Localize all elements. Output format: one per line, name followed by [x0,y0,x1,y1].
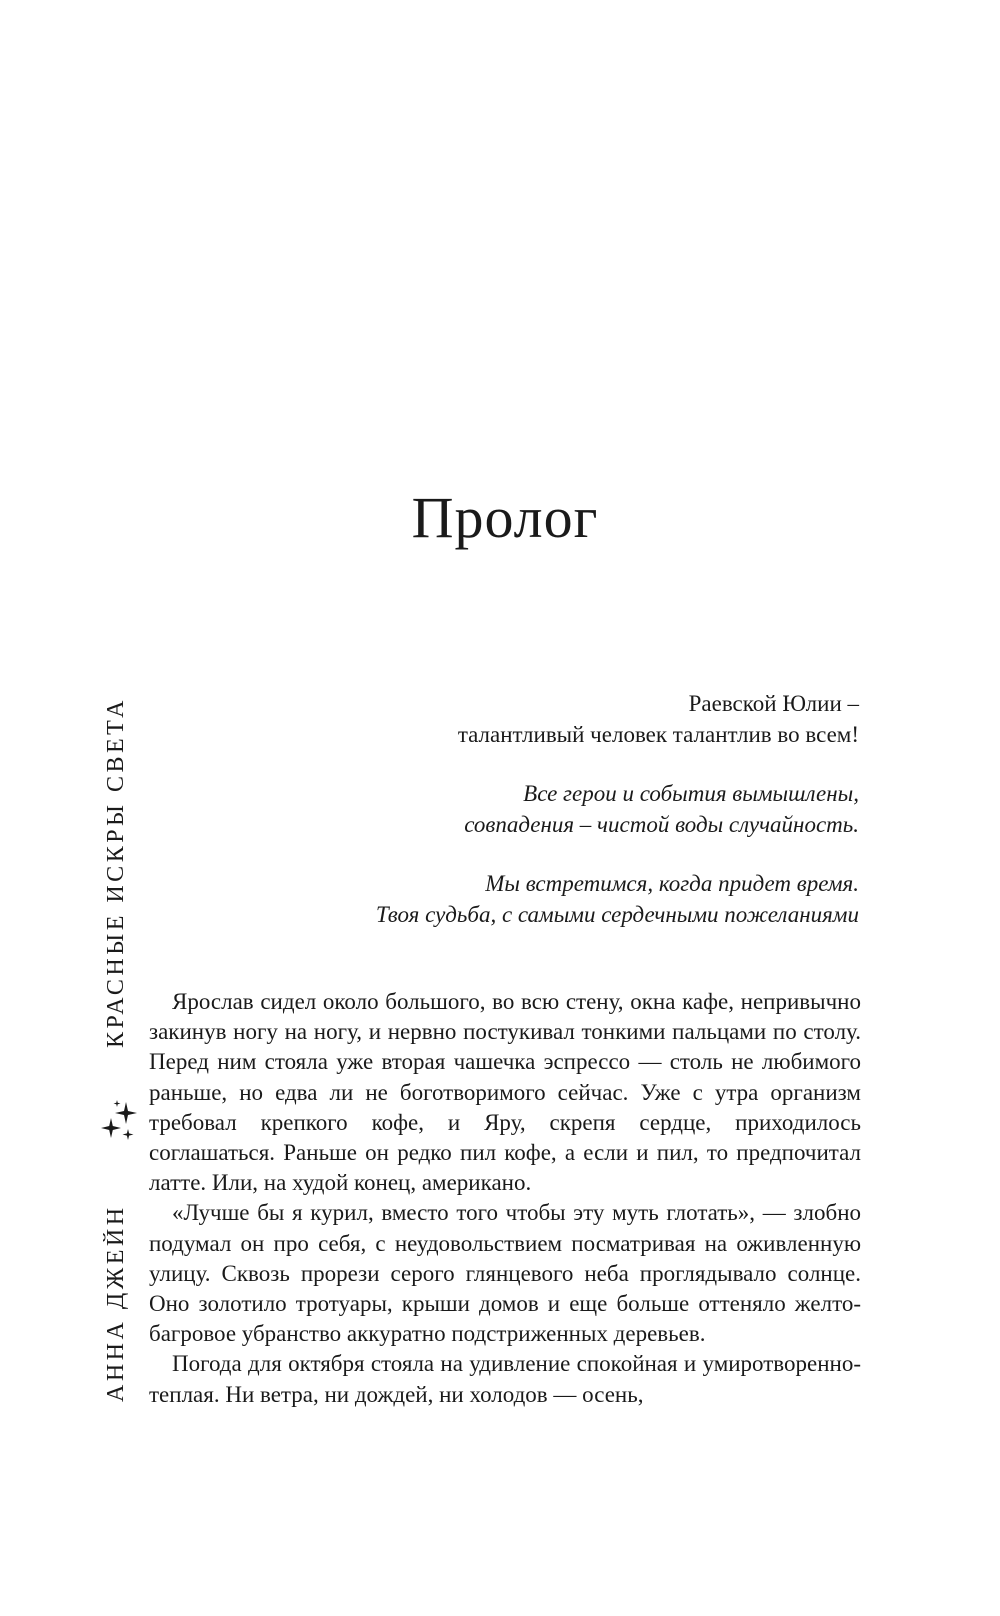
epigraph-line: Раевской Юлии – [688,691,859,716]
epigraph-disclaimer [219,778,859,840]
epigraph-line: совпадения – чистой воды случайность. [464,812,859,837]
epigraph-line: талантливый человек талантлив во всем! [457,722,859,747]
author-name: АННА ДЖЕЙН [103,1204,129,1402]
series-title: КРАСНЫЕ ИСКРЫ СВЕТА [103,697,129,1048]
body-text [149,987,861,1410]
chapter-title: Пролог [411,485,599,550]
epigraph-line: Мы встретимся, когда придет время. [485,871,859,896]
paragraph: Ярослав сидел около большого, во всю стену, окна кафе, непривычно закинув ногу на ногу, и нервно постукивал тонкими пальцами по столу. Перед ним стояла уже вторая чашечка эспрессо — столь не любимого раньше, но едва ли не боготворимого сейчас. Уже с утра организм требовал крепкого кофе, и Яру, скрепя сердце, приходилось соглашаться. Раньше он редко пил кофе, а если и пил, то предпочитал латте. Или, на худой конец, американо. [149,989,861,1196]
paragraph: «Лучше бы я курил, вместо того чтобы эту муть глотать», — злобно подумал он про себя, с неудовольствием посматривая на оживленную улицу. Сквозь прорези серого глянцевого неба проглядывало солнце. Оно золотило тротуары, крыши домов и еще больше оттеняло желто-багровое убранство аккуратно подстриженных деревьев. [149,1200,861,1347]
epigraph-dedication [219,688,859,750]
spine-running-head [92,697,140,1410]
epigraph-line: Твоя судьба, с самыми сердечными пожеланиями [375,902,859,927]
epigraph [219,688,859,958]
sparkle-stars-icon [100,1098,140,1148]
paragraph: Погода для октября стояла на удивление спокойная и умиротворенно-теплая. Ни ветра, ни дождей, ни холодов — осень, [149,1351,861,1407]
epigraph-line: Все герои и события вымышлены, [523,781,859,806]
epigraph-wish [219,868,859,930]
